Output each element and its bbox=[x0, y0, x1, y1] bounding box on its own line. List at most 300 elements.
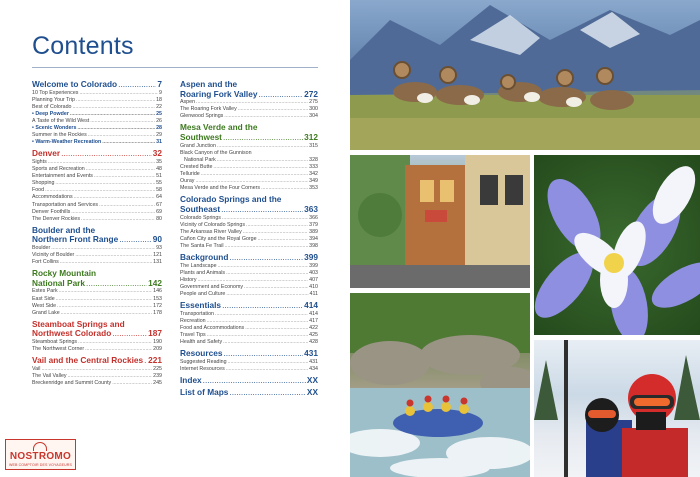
dot-leader bbox=[261, 185, 308, 192]
entry-title: Telluride bbox=[180, 171, 200, 178]
entry-page-number: 410 bbox=[309, 283, 318, 290]
toc-column-2 bbox=[180, 80, 318, 401]
dot-leader bbox=[229, 253, 303, 263]
section-heading[interactable] bbox=[180, 253, 318, 263]
dot-leader bbox=[90, 118, 155, 125]
entry-page-number: 9 bbox=[159, 89, 162, 96]
entry-title: Accommodations bbox=[32, 194, 73, 201]
entry-title: History bbox=[180, 276, 197, 283]
dot-leader bbox=[85, 346, 152, 353]
toc-entry[interactable] bbox=[180, 99, 318, 106]
entry-page-number: 315 bbox=[309, 142, 318, 149]
entry-title: The Roaring Fork Valley bbox=[180, 106, 237, 113]
entry-title: Recreation bbox=[180, 317, 206, 324]
entry-page-number: 153 bbox=[153, 295, 162, 302]
section-heading[interactable] bbox=[180, 123, 318, 142]
entry-page-number: 389 bbox=[309, 228, 318, 235]
section-title-line: Rocky Mountain bbox=[32, 268, 97, 279]
entry-title: East Side bbox=[32, 295, 55, 302]
entry-title: People and Culture bbox=[180, 290, 226, 297]
section-heading[interactable] bbox=[32, 356, 162, 366]
toc-section bbox=[180, 388, 318, 398]
entry-title: Food and Accommodations bbox=[180, 324, 245, 331]
entry-page-number: 146 bbox=[153, 288, 162, 295]
section-title: Vail and the Central Rockies bbox=[32, 355, 144, 366]
section-title-line: Roaring Fork Valley bbox=[180, 88, 258, 99]
entry-title-line: National Park bbox=[184, 156, 216, 163]
section-page-number: XX bbox=[306, 374, 318, 385]
entry-title: Cañon City and the Royal Gorge bbox=[180, 235, 257, 242]
entry-title: The Arkansas River Valley bbox=[180, 228, 242, 235]
entry-page-number: 48 bbox=[156, 166, 162, 173]
dot-leader bbox=[72, 104, 155, 111]
entry-page-number: 35 bbox=[156, 158, 162, 165]
dot-leader bbox=[51, 245, 155, 252]
toc-entry[interactable] bbox=[180, 311, 318, 318]
bighorn-sheep-illustration bbox=[350, 0, 700, 150]
dot-leader bbox=[86, 279, 147, 289]
toc-entry[interactable] bbox=[180, 270, 318, 277]
dot-leader bbox=[99, 202, 155, 209]
dot-leader bbox=[94, 173, 155, 180]
dot-leader bbox=[229, 388, 306, 398]
dot-leader bbox=[223, 133, 303, 143]
entry-page-number: 26 bbox=[156, 117, 162, 124]
section-page-number: 221 bbox=[148, 355, 162, 366]
section-heading-line bbox=[180, 205, 318, 215]
dot-leader bbox=[228, 359, 309, 366]
dot-leader bbox=[221, 205, 303, 215]
dot-leader bbox=[245, 325, 308, 332]
toc-section bbox=[32, 269, 162, 317]
toc-entry[interactable] bbox=[180, 106, 318, 113]
columbine-flower-photo bbox=[534, 155, 700, 335]
toc-entry[interactable] bbox=[32, 209, 162, 216]
entry-page-number: 245 bbox=[153, 379, 162, 386]
toc-entry[interactable] bbox=[32, 104, 162, 111]
toc-entry[interactable] bbox=[32, 339, 162, 346]
section-heading-line bbox=[32, 329, 162, 339]
entry-page-number: 300 bbox=[309, 106, 318, 113]
dot-leader bbox=[71, 209, 155, 216]
section-title: Essentials bbox=[180, 300, 222, 311]
entry-page-number: 422 bbox=[309, 324, 318, 331]
entry-page-number: 379 bbox=[309, 221, 318, 228]
section-title: Background bbox=[180, 251, 229, 262]
toc-entry[interactable] bbox=[180, 359, 318, 366]
entry-page-number: 434 bbox=[309, 365, 318, 372]
entry-title-line: Black Canyon of the Gunnison bbox=[180, 149, 252, 156]
toc-entry[interactable] bbox=[180, 215, 318, 222]
toc-entry-line bbox=[180, 157, 318, 164]
dot-leader bbox=[61, 310, 152, 317]
title-rule bbox=[32, 67, 318, 68]
toc-section bbox=[32, 226, 162, 266]
dot-leader bbox=[215, 311, 308, 318]
toc-entry[interactable] bbox=[180, 236, 318, 243]
dot-leader bbox=[70, 111, 155, 118]
entry-title: Fort Collins bbox=[32, 259, 59, 266]
dot-leader bbox=[243, 229, 308, 236]
section-title-line: Boulder and the bbox=[32, 224, 96, 235]
skiers-photo bbox=[534, 340, 700, 477]
toc-entry-highlight[interactable] bbox=[32, 125, 162, 132]
dot-leader bbox=[68, 373, 153, 380]
contents-page bbox=[0, 0, 345, 477]
dot-leader bbox=[217, 157, 308, 164]
columbine-illustration bbox=[534, 155, 700, 335]
toc-entry[interactable] bbox=[32, 187, 162, 194]
dot-leader bbox=[57, 303, 152, 310]
entry-title: Health and Safety bbox=[180, 339, 223, 345]
toc-entry[interactable] bbox=[180, 222, 318, 229]
mountain-town-photo bbox=[350, 155, 530, 288]
entry-page-number: 366 bbox=[309, 214, 318, 221]
toc-entry[interactable] bbox=[32, 252, 162, 259]
section-heading[interactable] bbox=[180, 195, 318, 214]
dot-leader bbox=[222, 301, 303, 311]
toc-entry[interactable] bbox=[180, 318, 318, 325]
entry-title: Mesa Verde and the Four Corners bbox=[180, 185, 261, 192]
dot-leader bbox=[244, 284, 308, 291]
toc-entry[interactable] bbox=[32, 90, 162, 97]
entry-page-number: 428 bbox=[309, 339, 318, 345]
entry-page-number: 399 bbox=[309, 262, 318, 269]
entry-page-number: 275 bbox=[309, 99, 318, 106]
entry-title: The Vail Valley bbox=[32, 372, 67, 379]
entry-page-number: 349 bbox=[309, 178, 318, 185]
toc-entry[interactable] bbox=[32, 288, 162, 295]
entry-page-number: 239 bbox=[153, 372, 162, 379]
entry-page-number: 353 bbox=[309, 185, 318, 192]
entry-page-number: 31 bbox=[156, 139, 162, 146]
entry-title: Breckenridge and Summit County bbox=[32, 379, 112, 386]
entry-page-number: 58 bbox=[156, 187, 162, 194]
entry-page-number: 407 bbox=[309, 276, 318, 283]
toc-entry[interactable] bbox=[32, 132, 162, 139]
dot-leader bbox=[238, 106, 308, 113]
toc-entry[interactable] bbox=[32, 216, 162, 223]
toc-entry[interactable] bbox=[32, 166, 162, 173]
entry-title: Grand Lake bbox=[32, 309, 60, 316]
entry-title: Entertainment and Events bbox=[32, 173, 93, 180]
entry-title: The Santa Fe Trail bbox=[180, 242, 224, 249]
dot-leader bbox=[88, 132, 155, 139]
toc-entry[interactable] bbox=[32, 366, 162, 373]
section-page-number: 187 bbox=[148, 328, 162, 339]
bighorn-sheep-photo bbox=[350, 0, 700, 150]
toc-entry[interactable] bbox=[180, 113, 318, 120]
section-title-line: National Park bbox=[32, 277, 86, 288]
section-title-line: Northwest Colorado bbox=[32, 328, 112, 339]
entry-title: The Denver Rockies bbox=[32, 215, 80, 222]
entry-page-number: 425 bbox=[309, 331, 318, 338]
toc-entry[interactable] bbox=[32, 159, 162, 166]
dot-leader bbox=[118, 80, 156, 90]
entry-title: • Deep Powder bbox=[32, 110, 69, 117]
section-heading[interactable] bbox=[180, 301, 318, 311]
entry-title: Vicinity of Boulder bbox=[32, 252, 75, 259]
toc-entry-highlight[interactable] bbox=[32, 139, 162, 146]
dot-leader bbox=[196, 99, 308, 106]
entry-title: Transportation bbox=[180, 310, 214, 317]
toc-entry[interactable] bbox=[180, 185, 318, 192]
dot-leader bbox=[258, 90, 303, 100]
entry-page-number: 178 bbox=[153, 309, 162, 316]
dot-leader bbox=[102, 139, 155, 146]
toc-entry[interactable] bbox=[180, 143, 318, 150]
toc-section bbox=[32, 356, 162, 387]
section-heading-line bbox=[32, 279, 162, 289]
section-page-number: 32 bbox=[152, 148, 162, 159]
section-page-number: XX bbox=[306, 387, 318, 398]
toc-entry[interactable] bbox=[32, 346, 162, 353]
section-heading-line bbox=[180, 90, 318, 100]
dot-leader bbox=[45, 187, 155, 194]
dot-leader bbox=[76, 97, 155, 104]
entry-page-number: 28 bbox=[156, 125, 162, 132]
globe-icon bbox=[33, 442, 47, 451]
entry-title: Government and Economy bbox=[180, 283, 244, 290]
entry-page-number: 121 bbox=[153, 252, 162, 259]
section-title: Index bbox=[180, 374, 202, 385]
dot-leader bbox=[217, 143, 308, 150]
entry-title: Ouray bbox=[180, 178, 195, 185]
entry-title: 10 Top Experiences bbox=[32, 89, 79, 96]
entry-page-number: 414 bbox=[309, 310, 318, 317]
dot-leader bbox=[258, 236, 309, 243]
dot-leader bbox=[86, 166, 155, 173]
section-page-number: 272 bbox=[304, 88, 318, 99]
toc-entry[interactable] bbox=[180, 150, 318, 164]
toc-entry[interactable] bbox=[180, 164, 318, 171]
entry-page-number: 411 bbox=[309, 290, 318, 297]
entry-title: The Northwest Corner bbox=[32, 346, 85, 353]
rafting-illustration bbox=[350, 293, 530, 477]
section-title-line: Colorado Springs and the bbox=[180, 194, 282, 205]
toc-entry[interactable] bbox=[32, 380, 162, 387]
section-page-number: 312 bbox=[304, 132, 318, 143]
toc-entry[interactable] bbox=[180, 284, 318, 291]
entry-page-number: 18 bbox=[156, 96, 162, 103]
nostromo-logo bbox=[5, 439, 76, 470]
entry-title: Vicinity of Colorado Springs bbox=[180, 221, 245, 228]
entry-page-number: 403 bbox=[309, 269, 318, 276]
dot-leader bbox=[207, 332, 308, 339]
section-heading[interactable] bbox=[32, 80, 162, 90]
dot-leader bbox=[61, 149, 152, 159]
dot-leader bbox=[112, 380, 152, 387]
entry-page-number: 131 bbox=[153, 259, 162, 266]
entry-page-number: 342 bbox=[309, 171, 318, 178]
entry-title: Internet Resources bbox=[180, 365, 225, 372]
entry-title: Estes Park bbox=[32, 288, 58, 295]
skiers-illustration bbox=[534, 340, 700, 477]
toc-entry-highlight[interactable] bbox=[32, 111, 162, 118]
section-heading[interactable] bbox=[180, 80, 318, 99]
entry-title: Sights bbox=[32, 158, 47, 165]
toc-entry[interactable] bbox=[180, 229, 318, 236]
entry-page-number: 209 bbox=[153, 346, 162, 353]
toc-column-1 bbox=[32, 80, 162, 390]
section-page-number: 414 bbox=[304, 300, 318, 311]
entry-page-number: 431 bbox=[309, 358, 318, 365]
section-page-number: 142 bbox=[148, 277, 162, 288]
toc-entry[interactable] bbox=[180, 291, 318, 298]
section-page-number: 399 bbox=[304, 251, 318, 262]
toc-section bbox=[180, 349, 318, 373]
toc-entry[interactable] bbox=[32, 202, 162, 209]
entry-page-number: 93 bbox=[156, 244, 162, 251]
entry-title: The Landscape bbox=[180, 262, 217, 269]
entry-page-number: 172 bbox=[153, 302, 162, 309]
entry-page-number: 328 bbox=[309, 156, 318, 163]
dot-leader bbox=[195, 178, 308, 185]
entry-page-number: 51 bbox=[156, 173, 162, 180]
entry-title: Grand Junction bbox=[180, 142, 216, 149]
toc-entry[interactable] bbox=[180, 325, 318, 332]
section-title-line: Mesa Verde and the bbox=[180, 122, 258, 133]
entry-title: Glenwood Springs bbox=[180, 113, 224, 120]
section-page-number: 7 bbox=[157, 79, 162, 89]
entry-title: Vail bbox=[32, 365, 41, 372]
entry-page-number: 394 bbox=[309, 235, 318, 242]
dot-leader bbox=[197, 277, 308, 284]
logo-tagline: WEB COMPTOIR DES VOYAGEURS bbox=[9, 463, 72, 467]
dot-leader bbox=[78, 339, 152, 346]
toc-entry[interactable] bbox=[32, 97, 162, 104]
entry-title: Planning Your Trip bbox=[32, 96, 75, 103]
toc-section bbox=[32, 149, 162, 222]
toc-section bbox=[180, 253, 318, 298]
toc-entry[interactable] bbox=[180, 332, 318, 339]
dot-leader bbox=[119, 235, 152, 245]
dot-leader bbox=[201, 171, 308, 178]
toc-section bbox=[180, 301, 318, 346]
section-heading[interactable] bbox=[180, 376, 318, 386]
dot-leader bbox=[55, 180, 155, 187]
dot-leader bbox=[226, 291, 308, 298]
toc-entry[interactable] bbox=[32, 173, 162, 180]
toc-entry[interactable] bbox=[32, 259, 162, 266]
dot-leader bbox=[246, 222, 308, 229]
toc-entry[interactable] bbox=[180, 263, 318, 270]
toc-section bbox=[32, 320, 162, 353]
section-title-line: Northern Front Range bbox=[32, 234, 119, 245]
entry-title: Plants and Animals bbox=[180, 269, 226, 276]
entry-title: Colorado Springs bbox=[180, 214, 221, 221]
entry-page-number: 69 bbox=[156, 208, 162, 215]
section-title-line: Southwest bbox=[180, 132, 222, 143]
dot-leader bbox=[224, 113, 308, 120]
toc-entry[interactable] bbox=[180, 339, 318, 346]
dot-leader bbox=[60, 259, 152, 266]
section-heading[interactable] bbox=[32, 149, 162, 159]
toc-entry[interactable] bbox=[180, 243, 318, 250]
entry-page-number: 398 bbox=[309, 242, 318, 249]
entry-title: Aspen bbox=[180, 99, 196, 106]
entry-page-number: 333 bbox=[309, 163, 318, 170]
entry-title: Food bbox=[32, 187, 45, 194]
entry-title: Shopping bbox=[32, 180, 55, 187]
section-title: Denver bbox=[32, 148, 61, 159]
toc-entry[interactable] bbox=[180, 277, 318, 284]
section-heading[interactable] bbox=[180, 388, 318, 398]
entry-title: Steamboat Springs bbox=[32, 339, 78, 345]
entry-page-number: 55 bbox=[156, 180, 162, 187]
dot-leader bbox=[74, 194, 155, 201]
dot-leader bbox=[41, 366, 152, 373]
dot-leader bbox=[223, 349, 303, 359]
entry-title: Crested Butte bbox=[180, 163, 213, 170]
section-heading[interactable] bbox=[180, 349, 318, 359]
toc-entry[interactable] bbox=[32, 180, 162, 187]
dot-leader bbox=[203, 376, 306, 386]
entry-title: A Taste of the Wild West bbox=[32, 117, 90, 124]
entry-title: Sports and Recreation bbox=[32, 166, 85, 173]
town-street-illustration bbox=[350, 155, 530, 288]
section-title: Welcome to Colorado bbox=[32, 79, 118, 89]
entry-title: Denver Foothills bbox=[32, 208, 71, 215]
entry-title: Travel Tips bbox=[180, 331, 206, 338]
entry-page-number: 80 bbox=[156, 215, 162, 222]
dot-leader bbox=[207, 318, 309, 325]
section-heading[interactable] bbox=[32, 269, 162, 288]
entry-page-number: 25 bbox=[156, 110, 162, 117]
dot-leader bbox=[213, 164, 308, 171]
toc-entry[interactable] bbox=[32, 310, 162, 317]
toc-entry[interactable] bbox=[32, 303, 162, 310]
section-heading[interactable] bbox=[32, 226, 162, 245]
dot-leader bbox=[56, 296, 152, 303]
toc-section bbox=[180, 123, 318, 192]
toc-entry[interactable] bbox=[180, 171, 318, 178]
entry-title: West Side bbox=[32, 302, 57, 309]
whitewater-rafting-photo bbox=[350, 293, 530, 477]
dot-leader bbox=[48, 159, 155, 166]
logo-name: NOSTROMO bbox=[9, 451, 72, 462]
section-page-number: 90 bbox=[152, 234, 162, 245]
dot-leader bbox=[226, 366, 308, 373]
toc-entry[interactable] bbox=[32, 194, 162, 201]
entry-title: Summer in the Rockies bbox=[32, 132, 87, 139]
section-title-line: Southeast bbox=[180, 203, 221, 214]
toc-entry-line bbox=[180, 150, 318, 157]
dot-leader bbox=[225, 243, 309, 250]
toc-entry[interactable] bbox=[32, 373, 162, 380]
dot-leader bbox=[223, 339, 308, 346]
dot-leader bbox=[222, 215, 308, 222]
section-heading[interactable] bbox=[32, 320, 162, 339]
toc-entry[interactable] bbox=[32, 118, 162, 125]
section-page-number: 363 bbox=[304, 203, 318, 214]
toc-entry[interactable] bbox=[180, 366, 318, 373]
entry-title: Suggested Reading bbox=[180, 358, 227, 365]
entry-page-number: 64 bbox=[156, 194, 162, 201]
toc-entry[interactable] bbox=[180, 178, 318, 185]
entry-page-number: 67 bbox=[156, 201, 162, 208]
entry-page-number: 22 bbox=[156, 103, 162, 110]
toc-entry[interactable] bbox=[32, 245, 162, 252]
dot-leader bbox=[75, 252, 152, 259]
dot-leader bbox=[79, 90, 158, 97]
section-title-line: Steamboat Springs and bbox=[32, 318, 125, 329]
toc-entry[interactable] bbox=[32, 296, 162, 303]
section-title-line: Aspen and the bbox=[180, 79, 238, 89]
entry-title: Best of Colorado bbox=[32, 103, 72, 110]
entry-title: Transportation and Services bbox=[32, 201, 99, 208]
toc-section bbox=[180, 195, 318, 250]
